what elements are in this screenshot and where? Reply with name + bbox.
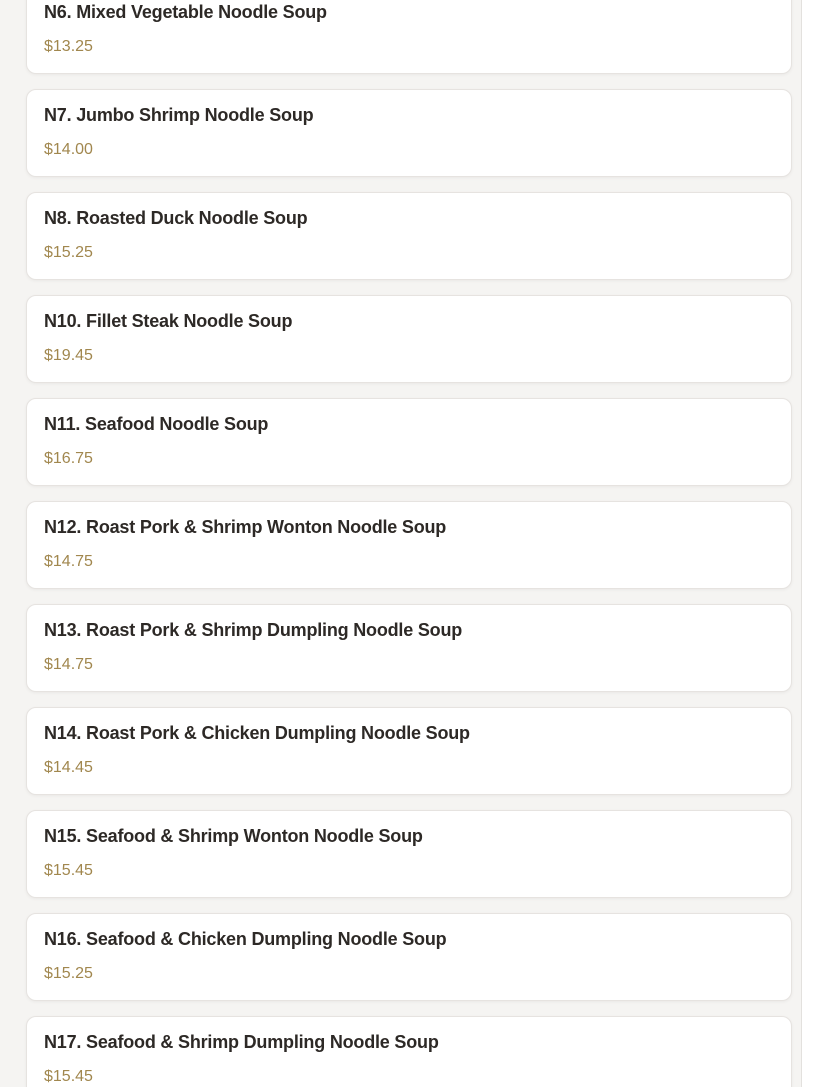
menu-item-name: N14. Roast Pork & Chicken Dumpling Noodle Soup bbox=[44, 723, 470, 743]
menu-list bbox=[26, 0, 792, 1087]
menu-item-name: N12. Roast Pork & Shrimp Wonton Noodle Soup bbox=[44, 517, 447, 537]
menu-item-name: N16. Seafood & Chicken Dumpling Noodle Soup bbox=[44, 929, 447, 949]
menu-item-card[interactable] bbox=[26, 913, 792, 1001]
menu-item-card[interactable] bbox=[26, 1016, 792, 1087]
menu-item-price: $14.00 bbox=[44, 141, 93, 158]
menu-item-card[interactable] bbox=[26, 295, 792, 383]
menu-item-card[interactable] bbox=[26, 707, 792, 795]
menu-item-card[interactable] bbox=[26, 604, 792, 692]
menu-item-card[interactable] bbox=[26, 810, 792, 898]
menu-item-name: N13. Roast Pork & Shrimp Dumpling Noodle Soup bbox=[44, 620, 463, 640]
menu-item-price: $13.25 bbox=[44, 38, 93, 55]
menu-item-card[interactable] bbox=[26, 89, 792, 177]
menu-item-card[interactable] bbox=[26, 192, 792, 280]
menu-item-name: N15. Seafood & Shrimp Wonton Noodle Soup bbox=[44, 826, 423, 846]
menu-item-price: $15.25 bbox=[44, 244, 93, 261]
menu-item-card[interactable] bbox=[26, 501, 792, 589]
menu-item-name: N8. Roasted Duck Noodle Soup bbox=[44, 208, 308, 228]
menu-item-price: $15.45 bbox=[44, 1068, 93, 1085]
scrollbar-track[interactable] bbox=[801, 0, 824, 1087]
menu-item-price: $15.25 bbox=[44, 965, 93, 982]
menu-item-name: N17. Seafood & Shrimp Dumpling Noodle Soup bbox=[44, 1032, 439, 1052]
menu-item-name: N11. Seafood Noodle Soup bbox=[44, 414, 269, 434]
menu-item-name: N10. Fillet Steak Noodle Soup bbox=[44, 311, 293, 331]
menu-item-name: N7. Jumbo Shrimp Noodle Soup bbox=[44, 105, 314, 125]
menu-item-price: $14.45 bbox=[44, 759, 93, 776]
menu-item-name: N6. Mixed Vegetable Noodle Soup bbox=[44, 2, 327, 22]
menu-item-price: $15.45 bbox=[44, 862, 93, 879]
menu-item-card[interactable] bbox=[26, 398, 792, 486]
menu-item-price: $19.45 bbox=[44, 347, 93, 364]
menu-item-card[interactable] bbox=[26, 0, 792, 74]
menu-item-price: $14.75 bbox=[44, 656, 93, 673]
menu-item-price: $16.75 bbox=[44, 450, 93, 467]
menu-item-price: $14.75 bbox=[44, 553, 93, 570]
